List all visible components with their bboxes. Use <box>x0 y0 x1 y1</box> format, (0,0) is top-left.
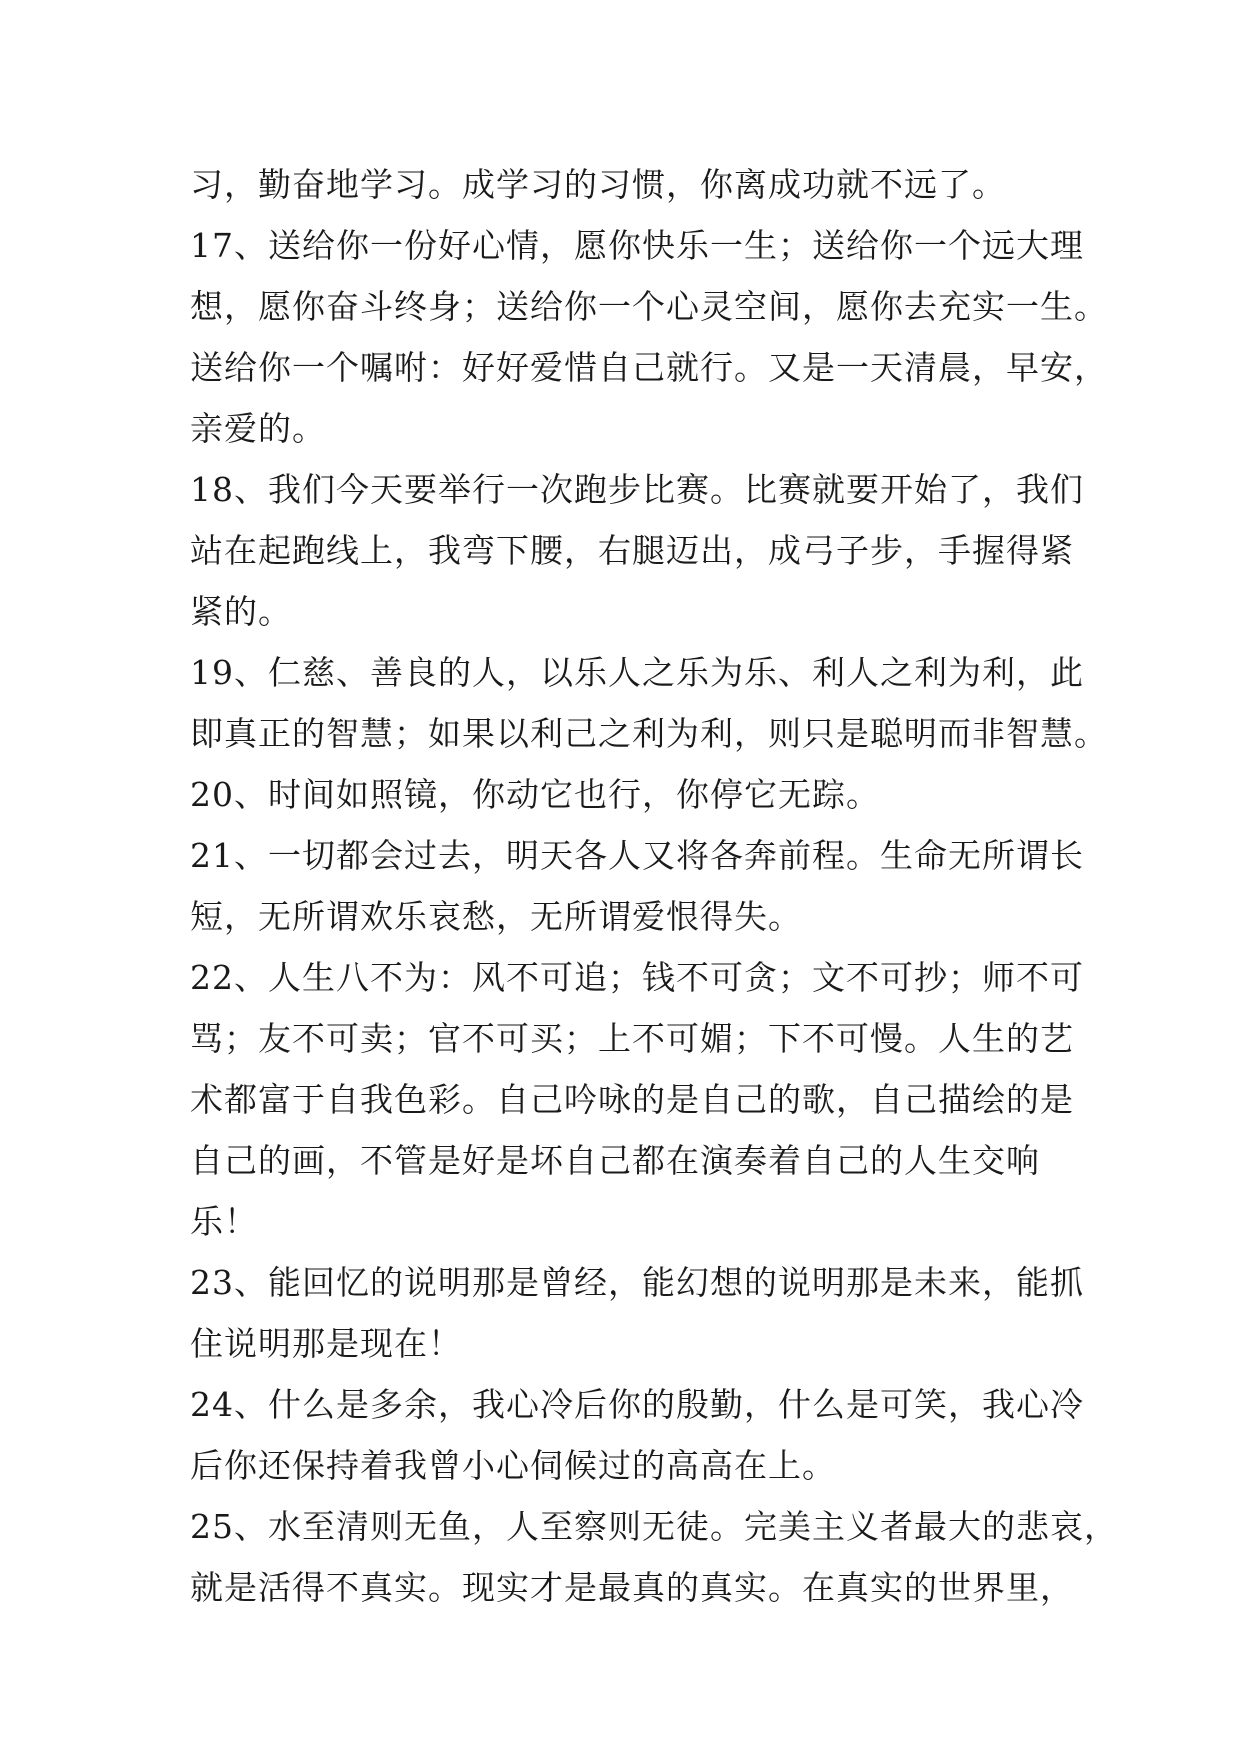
text-line: 乐！ <box>190 1202 258 1241</box>
text-line: 后你还保持着我曾小心伺候过的高高在上。 <box>190 1446 836 1485</box>
text-line: 就是活得不真实。现实才是最真的真实。在真实的世界里， <box>190 1568 1074 1607</box>
text-line: 术都富于自我色彩。自己吟咏的是自己的歌，自己描绘的是 <box>190 1080 1074 1119</box>
text-line: 23、能回忆的说明那是曾经，能幻想的说明那是未来，能抓 <box>190 1263 1084 1302</box>
text-line: 站在起跑线上，我弯下腰，右腿迈出，成弓子步，手握得紧 <box>190 531 1074 570</box>
text-line: 住说明那是现在！ <box>190 1324 462 1363</box>
text-line: 想，愿你奋斗终身；送给你一个心灵空间，愿你去充实一生。 <box>190 287 1108 326</box>
text-line: 亲爱的。 <box>190 409 326 448</box>
text-line: 19、仁慈、善良的人，以乐人之乐为乐、利人之利为利，此 <box>190 653 1084 692</box>
text-line: 21、一切都会过去，明天各人又将各奔前程。生命无所谓长 <box>190 836 1084 875</box>
text-line: 送给你一个嘱咐：好好爱惜自己就行。又是一天清晨，早安， <box>190 348 1108 387</box>
text-line: 17、送给你一份好心情，愿你快乐一生；送给你一个远大理 <box>190 226 1084 265</box>
text-line: 24、什么是多余，我心冷后你的殷勤，什么是可笑，我心冷 <box>190 1385 1084 1424</box>
text-line: 紧的。 <box>190 592 292 631</box>
text-line: 习，勤奋地学习。成学习的习惯，你离成功就不远了。 <box>190 165 1006 204</box>
text-line: 25、水至清则无鱼，人至察则无徒。完美主义者最大的悲哀， <box>190 1507 1118 1546</box>
document-body <box>190 154 1118 1618</box>
text-line: 短，无所谓欢乐哀愁，无所谓爱恨得失。 <box>190 897 802 936</box>
text-line: 骂；友不可卖；官不可买；上不可媚；下不可慢。人生的艺 <box>190 1019 1074 1058</box>
text-line: 自己的画，不管是好是坏自己都在演奏着自己的人生交响 <box>190 1141 1040 1180</box>
text-line: 22、人生八不为：风不可追；钱不可贪；文不可抄；师不可 <box>190 958 1084 997</box>
text-line: 20、时间如照镜，你动它也行，你停它无踪。 <box>190 775 880 814</box>
text-line: 18、我们今天要举行一次跑步比赛。比赛就要开始了，我们 <box>190 470 1084 509</box>
text-line: 即真正的智慧；如果以利己之利为利，则只是聪明而非智慧。 <box>190 714 1108 753</box>
